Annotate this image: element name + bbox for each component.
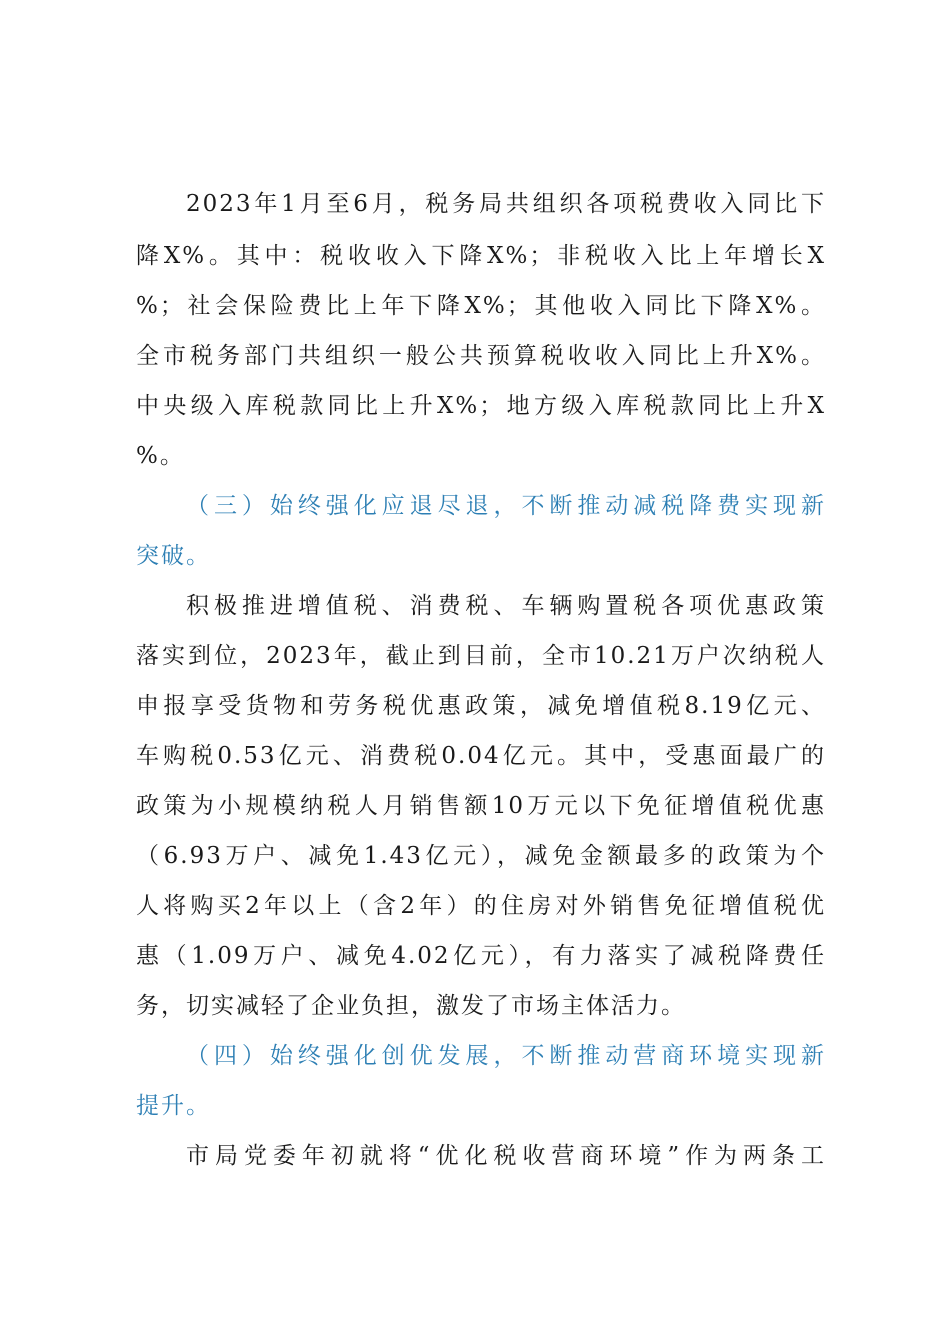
- text-line: 人将购买2年以上（含2年）的住房对外销售免征增值税优: [136, 893, 826, 919]
- text-line: %；社会保险费比上年下降X%；其他收入同比下降X%。: [136, 293, 826, 319]
- text-line: 政策为小规模纳税人月销售额10万元以下免征增值税优惠: [136, 793, 826, 819]
- heading-line: （四）始终强化创优发展，不断推动营商环境实现新: [186, 1043, 826, 1069]
- text-line: （6.93万户、减免1.43亿元），减免金额最多的政策为个: [136, 843, 826, 869]
- text-line: 降X%。其中：税收收入下降X%；非税收入比上年增长X: [136, 243, 826, 269]
- heading-line: 突破。: [136, 543, 211, 569]
- text-line: 2023年1月至6月，税务局共组织各项税费收入同比下: [186, 191, 826, 217]
- text-line: %。: [136, 443, 185, 469]
- text-line: 中央级入库税款同比上升X%；地方级入库税款同比上升X: [136, 393, 826, 419]
- text-line: 积极推进增值税、消费税、车辆购置税各项优惠政策: [186, 593, 826, 619]
- heading-line: 提升。: [136, 1093, 211, 1119]
- text-line: 务，切实减轻了企业负担，激发了市场主体活力。: [136, 993, 686, 1019]
- text-line: 市局党委年初就将“优化税收营商环境”作为两条工: [186, 1143, 826, 1169]
- text-line: 惠（1.09万户、减免4.02亿元），有力落实了减税降费任: [136, 943, 826, 969]
- text-line: 车购税0.53亿元、消费税0.04亿元。其中，受惠面最广的: [136, 743, 826, 769]
- text-line: 申报享受货物和劳务税优惠政策，减免增值税8.19亿元、: [136, 693, 826, 719]
- text-line: 落实到位，2023年，截止到目前，全市10.21万户次纳税人: [136, 643, 826, 669]
- text-line: 全市税务部门共组织一般公共预算税收收入同比上升X%。: [136, 343, 826, 369]
- heading-line: （三）始终强化应退尽退，不断推动减税降费实现新: [186, 493, 826, 519]
